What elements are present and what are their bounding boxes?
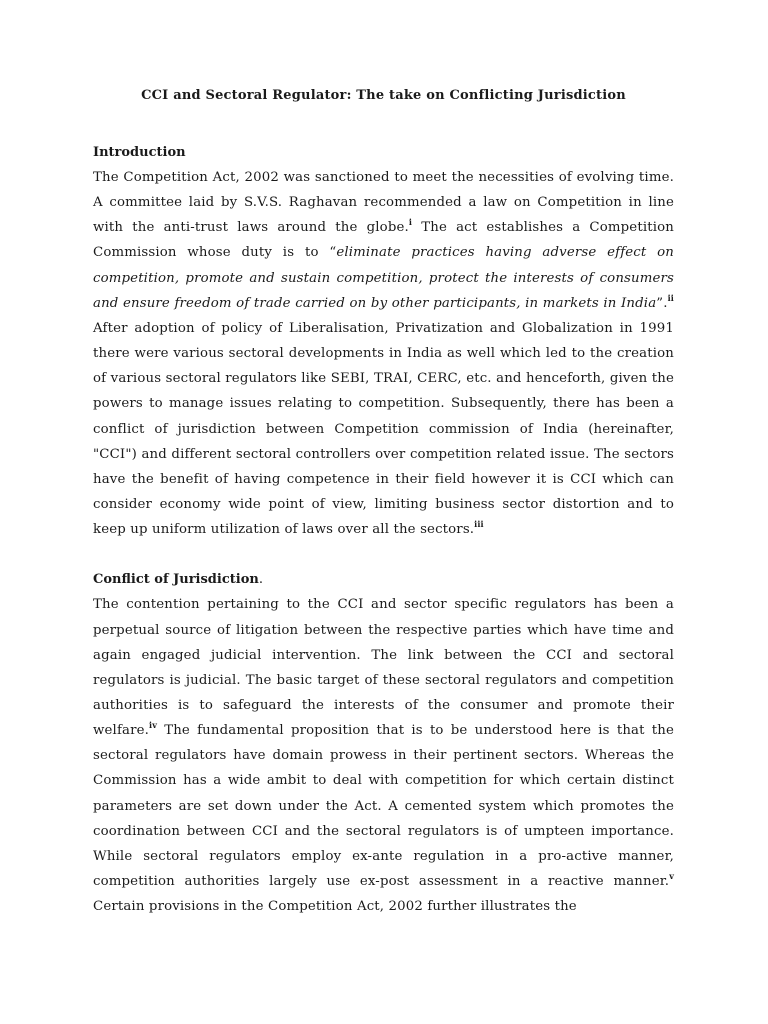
- footnote-ref-ii[interactable]: ii: [667, 292, 674, 303]
- section-spacer: [93, 542, 674, 567]
- conflict-paragraph: [93, 592, 674, 919]
- footnote-ref-v[interactable]: v: [669, 871, 674, 882]
- intro-quote: eliminate practices having adverse effect on competition, promote and sustain competition, protect the interests of consumers and ensure freedom of trade carried on by other participants, in markets in India: [93, 245, 675, 311]
- section-heading-introduction-text: Introduction: [93, 145, 186, 160]
- intro-text-3: ”.: [656, 295, 668, 311]
- footnote-ref-iii[interactable]: iii: [474, 519, 484, 530]
- section-heading-conflict-suffix: .: [258, 572, 263, 588]
- intro-text-1: The Competition Act, 2002 was sanctioned to meet the necessities of evolving time. A committee laid by S.V.S. Raghavan recommended a law on Competition in line with the anti-trust laws around the globe.: [93, 170, 674, 236]
- section-heading-introduction: [93, 140, 674, 165]
- conflict-text-1: The contention pertaining to the CCI and sector specific regulators has been a perpetual source of litigation between the respective parties which have time and again engaged judicial intervention. The link between the CCI and sectoral regulators is judicial. The basic target of these sectoral regulators and competition authorities is to safeguard the interests of the consumer and promote their welfare.: [93, 597, 674, 739]
- footnote-ref-iv[interactable]: iv: [149, 720, 158, 731]
- document-page: [93, 86, 674, 919]
- introduction-paragraph: [93, 165, 674, 542]
- conflict-text-3: Certain provisions in the Competition Act, 2002 further illustrates the: [93, 899, 577, 915]
- intro-text-2: The act establishes a Competition Commission whose duty is to “: [93, 220, 674, 261]
- conflict-text-2: The fundamental proposition that is to be understood here is that the sectoral regulators have domain prowess in their pertinent sectors. Whereas the Commission has a wide ambit to deal with competition for which certain distinct parameters are set down under the Act. A cemented system which promotes the coordination between CCI and the sectoral regulators is of umpteen importance. While sectoral regulators employ ex-ante regulation in a pro-active manner, competition authorities largely use ex-post assessment in a reactive manner.: [93, 723, 674, 890]
- section-heading-conflict: [93, 567, 674, 592]
- section-heading-conflict-text: Conflict of Jurisdiction: [93, 572, 259, 588]
- document-title: CCI and Sectoral Regulator: The take on Conflicting Jurisdiction: [141, 88, 626, 103]
- intro-text-4: After adoption of policy of Liberalisation, Privatization and Globalization in 1991 there were various sectoral developments in India as well which led to the creation of various sectoral regulators like SEBI, TRAI, CERC, etc. and henceforth, given the powers to manage issues relating to competition. Subsequently, there has been a conflict of jurisdiction between Competition commission of India (hereinafter, "CCI") and different sectoral controllers over competition related issue. The sectors have the benefit of having competence in their field however it is CCI which can consider economy wide point of view, limiting business sector distortion and to keep up uniform utilization of laws over all the sectors.: [93, 320, 674, 538]
- footnote-ref-i[interactable]: i: [408, 217, 413, 228]
